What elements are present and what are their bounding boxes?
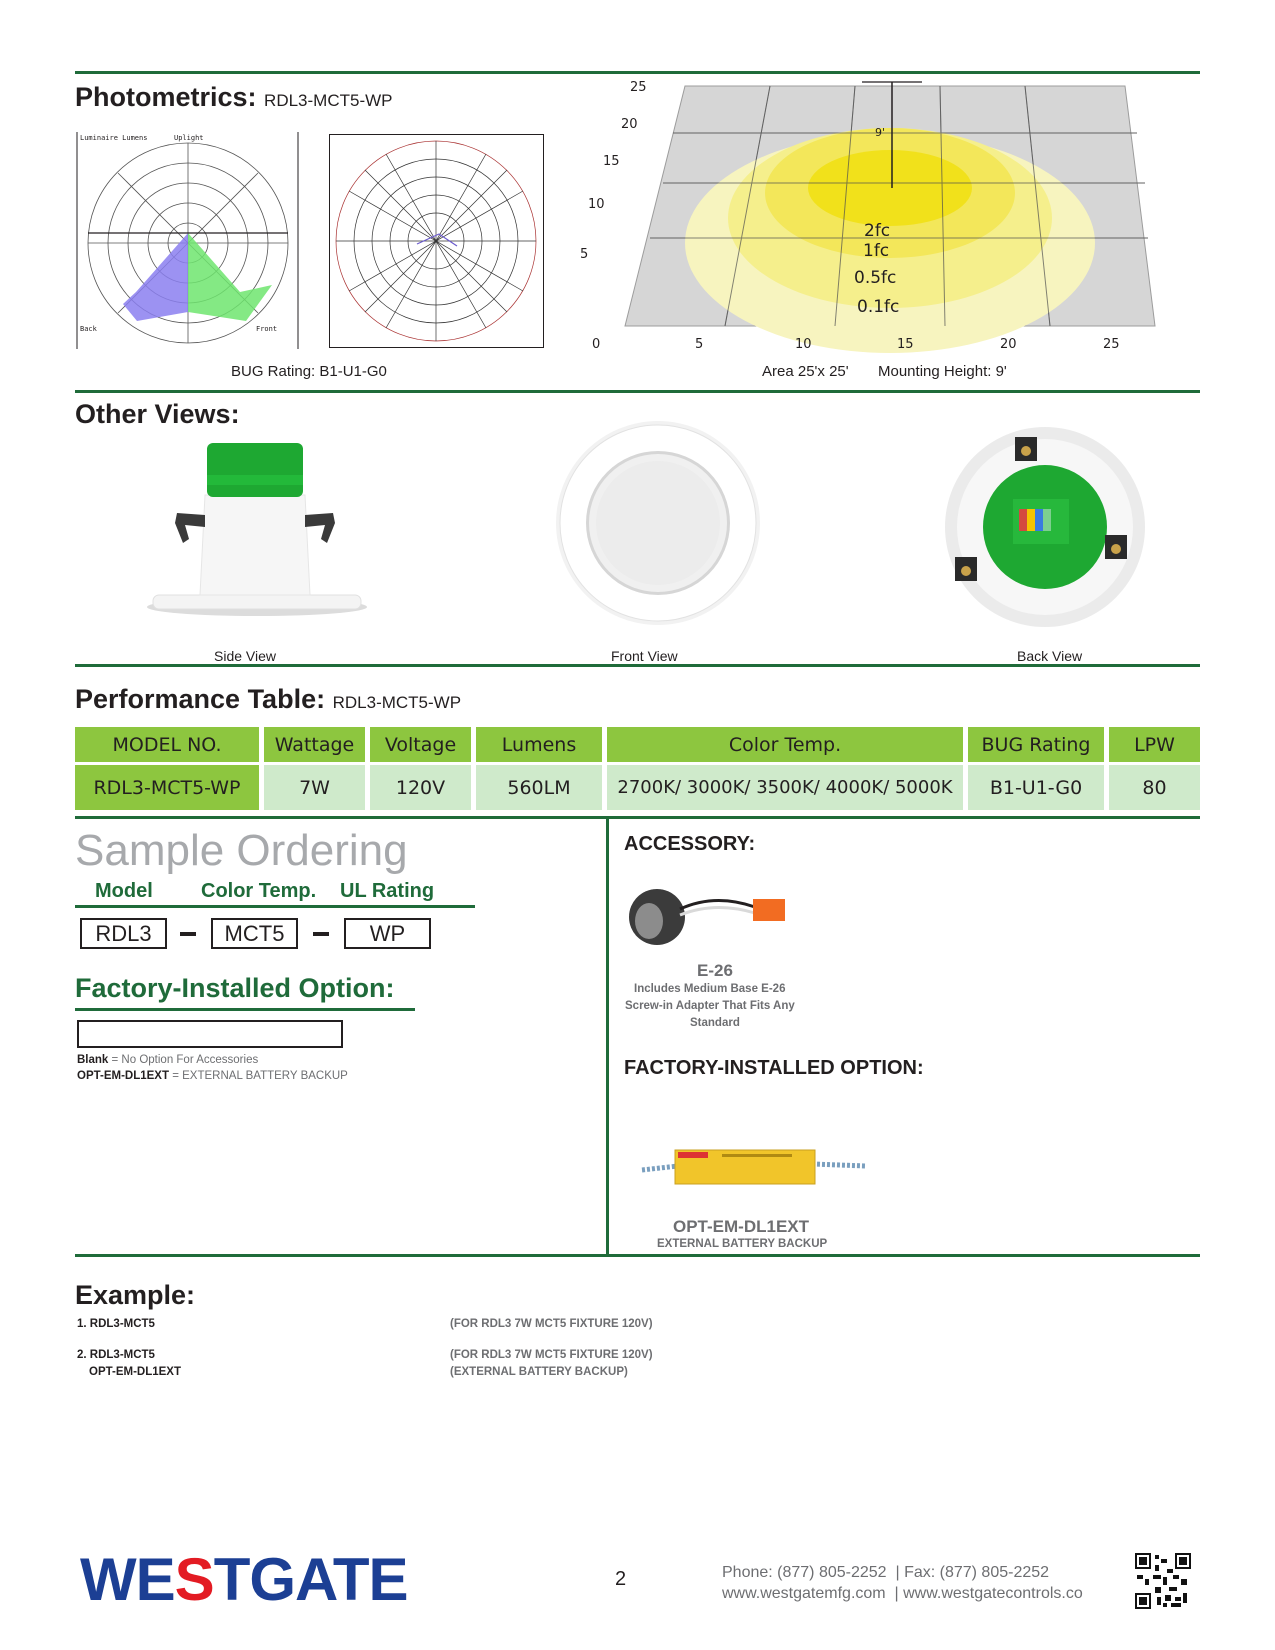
cell-bug-rating: B1-U1-G0 (968, 765, 1104, 810)
front-view-caption: Front View (611, 648, 678, 664)
cell-lpw: 80 (1109, 765, 1200, 810)
cell-wattage: 7W (264, 765, 365, 810)
iso-y-tick-20: 20 (621, 117, 638, 132)
column-divider (606, 818, 609, 1254)
polar-candela-plot (76, 132, 299, 349)
color-temp-box: MCT5 (211, 918, 298, 949)
sample-ordering-title: Sample Ordering (75, 826, 408, 875)
iso-contour-0.5fc: 0.5fc (854, 268, 897, 288)
ordering-rule (75, 816, 1200, 819)
example-rule (75, 1254, 1200, 1257)
example-2-option: OPT-EM-DL1EXT (89, 1366, 182, 1378)
polar-distribution-plot (329, 134, 544, 348)
performance-rule (75, 664, 1200, 667)
side-view-image (145, 435, 370, 620)
ordering-underline (75, 905, 475, 908)
iso-area-caption: Area 25'x 25' (762, 363, 849, 380)
opt-option-line (77, 1070, 348, 1082)
cell-voltage: 120V (370, 765, 471, 810)
iso-y-tick-10: 10 (588, 197, 605, 212)
label-color-temp: Color Temp. (201, 880, 317, 902)
page-number: 2 (615, 1568, 627, 1590)
opt-option-key: OPT-EM-DL1EXT (77, 1070, 170, 1082)
polar-back-label: Back (80, 325, 97, 333)
iso-x-tick-25: 25 (1103, 337, 1120, 352)
header-lpw: LPW (1109, 727, 1200, 762)
qr-code-icon[interactable] (1135, 1553, 1191, 1609)
iso-y-tick-15: 15 (603, 154, 620, 169)
polar-front-label: Front (256, 325, 278, 333)
factory-installed-option-title: FACTORY-INSTALLED OPTION: (624, 1057, 924, 1079)
label-ul-rating: UL Rating (340, 880, 435, 902)
factory-option-box[interactable] (77, 1020, 343, 1048)
back-view-image (943, 425, 1148, 630)
blank-option-key: Blank (77, 1054, 109, 1066)
iso-x-tick-15: 15 (897, 337, 914, 352)
iso-y-tick-5: 5 (580, 247, 589, 262)
iso-x-tick-10: 10 (795, 337, 812, 352)
header-lumens: Lumens (476, 727, 602, 762)
polar-left-header: Luminaire Lumens (80, 134, 148, 142)
other-views-rule (75, 390, 1200, 393)
iso-contour-0.1fc: 0.1fc (857, 297, 900, 317)
opt-option-desc: = EXTERNAL BATTERY BACKUP (169, 1070, 348, 1082)
cell-model: RDL3-MCT5-WP (75, 765, 259, 810)
cell-color-temp: 2700K/ 3000K/ 3500K/ 4000K/ 5000K (607, 765, 963, 810)
example-heading: Example: (75, 1280, 196, 1310)
header-model: MODEL NO. (75, 727, 259, 762)
factory-option-title: Factory-Installed Option: (75, 973, 395, 1003)
polar-right-header: Uplight (174, 134, 204, 142)
photometrics-model: RDL3-MCT5-WP (264, 91, 393, 110)
other-views-heading: Other Views: (75, 399, 240, 429)
dash-1 (180, 932, 196, 936)
top-rule (75, 71, 1200, 74)
header-color-temp: Color Temp. (607, 727, 963, 762)
iso-contour-2fc: 2fc (864, 221, 891, 241)
cell-lumens: 560LM (476, 765, 602, 810)
iso-height-caption: Mounting Height: 9' (878, 363, 1007, 380)
battery-name: OPT-EM-DL1EXT (673, 1217, 810, 1236)
westgate-logo: WESTGATE (80, 1546, 408, 1613)
side-view-caption: Side View (214, 648, 277, 664)
iso-y-tick-25: 25 (630, 80, 647, 95)
photometrics-heading: Photometrics: RDL3-MCT5-WP (75, 82, 393, 112)
example-1-note: (FOR RDL3 7W MCT5 FIXTURE 120V) (450, 1318, 653, 1330)
blank-option-desc: = No Option For Accessories (108, 1054, 259, 1066)
bug-rating-caption: BUG Rating: B1-U1-G0 (231, 363, 387, 380)
model-box: RDL3 (80, 918, 167, 949)
header-voltage: Voltage (370, 727, 471, 762)
back-view-caption: Back View (1017, 648, 1083, 664)
blank-option-line (77, 1054, 258, 1066)
footer-web: www.westgatemfg.com | www.westgatecontrols.co (722, 1585, 1083, 1602)
example-2-note-b: (EXTERNAL BATTERY BACKUP) (450, 1366, 628, 1378)
e26-desc-2: Screw-in Adapter That Fits Any (625, 1000, 795, 1012)
example-2-note: (FOR RDL3 7W MCT5 FIXTURE 120V) (450, 1349, 653, 1361)
iso-mount-label: 9' (875, 126, 886, 139)
footer-phone: Phone: (877) 805-2252 | Fax: (877) 805-2252 (722, 1564, 1050, 1581)
performance-table-header (75, 727, 1200, 762)
example-2: 2. RDL3-MCT5 (77, 1349, 155, 1361)
performance-table-row (75, 765, 1200, 810)
iso-x-tick-0: 0 (592, 337, 601, 352)
accessory-title: ACCESSORY: (624, 833, 756, 855)
example-1: 1. RDL3-MCT5 (77, 1318, 155, 1330)
header-bug-rating: BUG Rating (968, 727, 1104, 762)
e26-name: E-26 (697, 961, 733, 980)
performance-heading: Performance Table: RDL3-MCT5-WP (75, 684, 462, 714)
factory-option-underline (75, 1008, 415, 1011)
e26-adapter-image (625, 885, 805, 950)
battery-backup-image (640, 1140, 870, 1190)
e26-desc-3: Standard (690, 1017, 740, 1029)
front-view-image (553, 418, 763, 628)
iso-contour-1fc: 1fc (863, 241, 890, 261)
ul-rating-box: WP (344, 918, 431, 949)
dash-2 (313, 932, 329, 936)
isofootcandle-plot (580, 78, 1170, 358)
iso-x-tick-5: 5 (695, 337, 704, 352)
battery-desc: EXTERNAL BATTERY BACKUP (657, 1238, 828, 1250)
performance-model: RDL3-MCT5-WP (332, 693, 462, 712)
e26-desc-1: Includes Medium Base E-26 (634, 983, 786, 995)
iso-x-tick-20: 20 (1000, 337, 1017, 352)
header-wattage: Wattage (264, 727, 365, 762)
label-model: Model (95, 880, 153, 902)
